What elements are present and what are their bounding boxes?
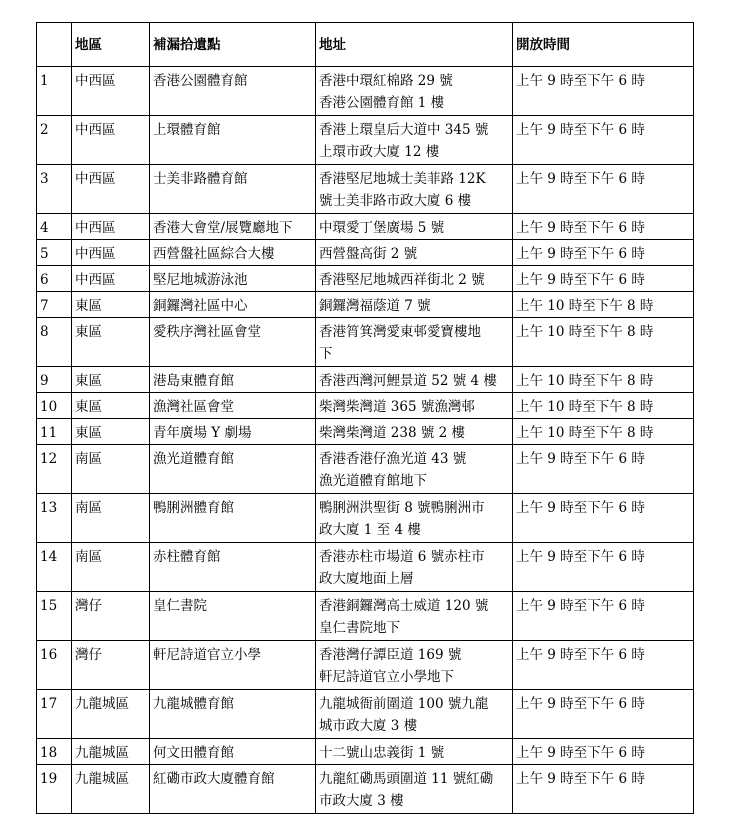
row-district-text: 中西區 bbox=[75, 171, 116, 187]
header-venue: 補漏拾遺點 bbox=[150, 23, 316, 67]
table-row bbox=[37, 739, 694, 765]
table-row bbox=[37, 318, 694, 367]
table-row bbox=[37, 445, 694, 494]
address-line: 香港上環皇后大道中 345 號 bbox=[319, 122, 489, 138]
row-hours bbox=[513, 165, 694, 214]
row-hours-text: 上午 10 時至下午 8 時 bbox=[516, 399, 654, 415]
row-district-text: 南區 bbox=[75, 549, 102, 565]
row-hours bbox=[513, 67, 694, 116]
row-venue bbox=[150, 318, 316, 367]
row-number bbox=[37, 318, 72, 367]
address-line: 香港筲箕灣愛東邨愛寶樓地 bbox=[319, 324, 481, 340]
address-line: 香港香港仔漁光道 43 號 bbox=[319, 451, 467, 467]
row-address bbox=[316, 67, 513, 116]
table-row bbox=[37, 765, 694, 814]
address-line: 九龍城衙前圍道 100 號九龍 bbox=[319, 696, 489, 712]
row-hours-text: 上午 9 時至下午 6 時 bbox=[516, 647, 645, 663]
address-line: 香港西灣河鯉景道 52 號 4 樓 bbox=[319, 373, 497, 389]
table-row bbox=[37, 67, 694, 116]
row-number bbox=[37, 739, 72, 765]
row-address bbox=[316, 165, 513, 214]
row-address bbox=[316, 266, 513, 292]
row-number-text: 7 bbox=[40, 298, 49, 314]
table-row bbox=[37, 367, 694, 393]
row-district-text: 中西區 bbox=[75, 220, 116, 236]
row-district-text: 灣仔 bbox=[75, 598, 102, 614]
row-venue-text: 香港大會堂/展覽廳地下 bbox=[153, 220, 293, 236]
row-hours bbox=[513, 318, 694, 367]
row-number bbox=[37, 765, 72, 814]
address-line: 九龍紅磡馬頭圍道 11 號紅磡 bbox=[319, 771, 494, 787]
row-venue-text: 皇仁書院 bbox=[153, 598, 207, 614]
row-address bbox=[316, 116, 513, 165]
address-line: 香港赤柱市場道 6 號赤柱市 bbox=[319, 549, 485, 565]
row-number-text: 14 bbox=[40, 549, 58, 565]
address-line: 十二號山忠義街 1 號 bbox=[319, 745, 445, 761]
row-address bbox=[316, 592, 513, 641]
row-district bbox=[72, 494, 150, 543]
row-district-text: 九龍城區 bbox=[75, 745, 129, 761]
row-address bbox=[316, 318, 513, 367]
row-hours-text: 上午 9 時至下午 6 時 bbox=[516, 171, 645, 187]
row-district-text: 東區 bbox=[75, 425, 102, 441]
row-number-text: 2 bbox=[40, 122, 49, 138]
row-district-text: 中西區 bbox=[75, 73, 116, 89]
row-district bbox=[72, 739, 150, 765]
table-row bbox=[37, 419, 694, 445]
address-line: 香港堅尼地城西祥街北 2 號 bbox=[319, 272, 485, 288]
header-row bbox=[37, 23, 694, 67]
address-line: 皇仁書院地下 bbox=[319, 620, 400, 636]
row-venue-text: 漁灣社區會堂 bbox=[153, 399, 234, 415]
row-venue bbox=[150, 292, 316, 318]
address-line: 柴灣柴灣道 365 號漁灣邨 bbox=[319, 399, 475, 415]
row-venue-text: 上環體育館 bbox=[153, 122, 221, 138]
row-number-text: 5 bbox=[40, 246, 49, 262]
row-hours bbox=[513, 445, 694, 494]
table-row bbox=[37, 292, 694, 318]
address-line: 西營盤高街 2 號 bbox=[319, 246, 418, 262]
row-number bbox=[37, 445, 72, 494]
row-number-text: 11 bbox=[40, 425, 58, 441]
row-district-text: 中西區 bbox=[75, 272, 116, 288]
row-hours-text: 上午 9 時至下午 6 時 bbox=[516, 246, 645, 262]
table-row bbox=[37, 592, 694, 641]
row-venue bbox=[150, 67, 316, 116]
row-district-text: 中西區 bbox=[75, 122, 116, 138]
row-number-text: 17 bbox=[40, 696, 58, 712]
row-hours bbox=[513, 116, 694, 165]
row-number bbox=[37, 393, 72, 419]
row-address bbox=[316, 641, 513, 690]
address-line: 香港銅鑼灣高士威道 120 號 bbox=[319, 598, 489, 614]
row-district bbox=[72, 240, 150, 266]
row-district bbox=[72, 690, 150, 739]
row-hours bbox=[513, 592, 694, 641]
row-venue-text: 軒尼詩道官立小學 bbox=[153, 647, 261, 663]
row-address bbox=[316, 445, 513, 494]
address-line: 漁光道體育館地下 bbox=[319, 473, 427, 489]
row-address bbox=[316, 393, 513, 419]
row-number bbox=[37, 292, 72, 318]
table-row bbox=[37, 393, 694, 419]
address-line: 政大廈地面上層 bbox=[319, 571, 414, 587]
row-venue bbox=[150, 445, 316, 494]
row-hours-text: 上午 9 時至下午 6 時 bbox=[516, 696, 645, 712]
row-address bbox=[316, 543, 513, 592]
row-venue-text: 士美非路體育館 bbox=[153, 171, 248, 187]
row-venue bbox=[150, 543, 316, 592]
row-venue bbox=[150, 393, 316, 419]
table-row bbox=[37, 690, 694, 739]
row-venue-text: 紅磡市政大廈體育館 bbox=[153, 771, 275, 787]
row-address bbox=[316, 690, 513, 739]
address-line: 鴨脷洲洪聖街 8 號鴨脷洲市 bbox=[319, 500, 485, 516]
row-hours bbox=[513, 367, 694, 393]
row-hours-text: 上午 9 時至下午 6 時 bbox=[516, 220, 645, 236]
row-venue bbox=[150, 690, 316, 739]
row-district bbox=[72, 419, 150, 445]
row-hours bbox=[513, 494, 694, 543]
row-district-text: 南區 bbox=[75, 451, 102, 467]
row-venue-text: 何文田體育館 bbox=[153, 745, 234, 761]
row-address bbox=[316, 419, 513, 445]
row-district bbox=[72, 318, 150, 367]
row-venue-text: 漁光道體育館 bbox=[153, 451, 234, 467]
address-line: 軒尼詩道官立小學地下 bbox=[319, 669, 454, 685]
row-district-text: 九龍城區 bbox=[75, 696, 129, 712]
row-venue-text: 西營盤社區綜合大樓 bbox=[153, 246, 275, 262]
row-hours-text: 上午 10 時至下午 8 時 bbox=[516, 373, 654, 389]
row-district-text: 東區 bbox=[75, 298, 102, 314]
row-hours bbox=[513, 641, 694, 690]
row-hours-text: 上午 10 時至下午 8 時 bbox=[516, 298, 654, 314]
row-venue bbox=[150, 165, 316, 214]
row-district-text: 南區 bbox=[75, 500, 102, 516]
table-body bbox=[37, 67, 694, 814]
row-address bbox=[316, 739, 513, 765]
row-district bbox=[72, 67, 150, 116]
row-district bbox=[72, 292, 150, 318]
row-hours-text: 上午 9 時至下午 6 時 bbox=[516, 272, 645, 288]
row-address bbox=[316, 765, 513, 814]
row-venue-text: 青年廣場 Y 劇場 bbox=[153, 425, 252, 441]
row-venue-text: 愛秩序灣社區會堂 bbox=[153, 324, 261, 340]
row-venue-text: 赤柱體育館 bbox=[153, 549, 221, 565]
row-hours-text: 上午 9 時至下午 6 時 bbox=[516, 771, 645, 787]
row-hours-text: 上午 10 時至下午 8 時 bbox=[516, 324, 654, 340]
row-district bbox=[72, 543, 150, 592]
row-hours bbox=[513, 240, 694, 266]
address-line: 城市政大廈 3 樓 bbox=[319, 718, 418, 734]
row-venue bbox=[150, 116, 316, 165]
address-line: 香港公園體育館 1 樓 bbox=[319, 95, 445, 111]
row-address bbox=[316, 292, 513, 318]
row-number bbox=[37, 116, 72, 165]
row-district bbox=[72, 445, 150, 494]
row-venue bbox=[150, 494, 316, 543]
row-hours bbox=[513, 393, 694, 419]
address-line: 香港中環紅棉路 29 號 bbox=[319, 73, 453, 89]
row-district bbox=[72, 765, 150, 814]
address-line: 中環愛丁堡廣場 5 號 bbox=[319, 220, 445, 236]
row-district bbox=[72, 165, 150, 214]
row-number-text: 6 bbox=[40, 272, 49, 288]
row-number bbox=[37, 165, 72, 214]
address-line: 香港灣仔譚臣道 169 號 bbox=[319, 647, 462, 663]
row-venue-text: 九龍城體育館 bbox=[153, 696, 234, 712]
row-number-text: 19 bbox=[40, 771, 58, 787]
row-district-text: 東區 bbox=[75, 373, 102, 389]
row-hours bbox=[513, 419, 694, 445]
row-district bbox=[72, 266, 150, 292]
row-venue-text: 香港公園體育館 bbox=[153, 73, 248, 89]
row-venue bbox=[150, 266, 316, 292]
row-venue bbox=[150, 641, 316, 690]
header-no bbox=[37, 23, 72, 67]
row-number-text: 8 bbox=[40, 324, 49, 340]
address-line: 銅鑼灣福蔭道 7 號 bbox=[319, 298, 431, 314]
address-line: 政大廈 1 至 4 樓 bbox=[319, 522, 421, 538]
header-address: 地址 bbox=[316, 23, 513, 67]
address-line: 號士美非路市政大廈 6 樓 bbox=[319, 193, 472, 209]
row-address bbox=[316, 214, 513, 240]
row-hours-text: 上午 9 時至下午 6 時 bbox=[516, 598, 645, 614]
row-hours-text: 上午 9 時至下午 6 時 bbox=[516, 73, 645, 89]
row-venue bbox=[150, 240, 316, 266]
row-number bbox=[37, 67, 72, 116]
row-address bbox=[316, 240, 513, 266]
table-row bbox=[37, 494, 694, 543]
row-district-text: 灣仔 bbox=[75, 647, 102, 663]
address-line: 市政大廈 3 樓 bbox=[319, 793, 404, 809]
row-venue bbox=[150, 592, 316, 641]
row-district bbox=[72, 592, 150, 641]
row-number bbox=[37, 367, 72, 393]
row-number bbox=[37, 240, 72, 266]
row-address bbox=[316, 494, 513, 543]
row-hours bbox=[513, 739, 694, 765]
row-number bbox=[37, 214, 72, 240]
row-number bbox=[37, 419, 72, 445]
row-number-text: 3 bbox=[40, 171, 49, 187]
row-number-text: 4 bbox=[40, 220, 49, 236]
row-hours bbox=[513, 292, 694, 318]
row-number-text: 1 bbox=[40, 73, 49, 89]
row-hours bbox=[513, 543, 694, 592]
row-hours bbox=[513, 214, 694, 240]
row-district-text: 九龍城區 bbox=[75, 771, 129, 787]
row-hours-text: 上午 9 時至下午 6 時 bbox=[516, 745, 645, 761]
row-number bbox=[37, 543, 72, 592]
row-hours bbox=[513, 266, 694, 292]
row-hours-text: 上午 10 時至下午 8 時 bbox=[516, 425, 654, 441]
table-row bbox=[37, 240, 694, 266]
row-number-text: 13 bbox=[40, 500, 58, 516]
table-row bbox=[37, 641, 694, 690]
row-number-text: 18 bbox=[40, 745, 58, 761]
row-district bbox=[72, 367, 150, 393]
row-number bbox=[37, 494, 72, 543]
row-district bbox=[72, 393, 150, 419]
table-row bbox=[37, 116, 694, 165]
address-line: 上環市政大廈 12 樓 bbox=[319, 144, 440, 160]
row-number-text: 10 bbox=[40, 399, 58, 415]
address-line: 柴灣柴灣道 238 號 2 樓 bbox=[319, 425, 466, 441]
row-number bbox=[37, 266, 72, 292]
row-number bbox=[37, 592, 72, 641]
row-address bbox=[316, 367, 513, 393]
row-district-text: 東區 bbox=[75, 399, 102, 415]
table-row bbox=[37, 543, 694, 592]
row-number-text: 12 bbox=[40, 451, 58, 467]
row-venue bbox=[150, 765, 316, 814]
row-district-text: 中西區 bbox=[75, 246, 116, 262]
row-venue bbox=[150, 367, 316, 393]
row-venue bbox=[150, 739, 316, 765]
row-hours-text: 上午 9 時至下午 6 時 bbox=[516, 451, 645, 467]
row-hours bbox=[513, 765, 694, 814]
row-district bbox=[72, 214, 150, 240]
row-district bbox=[72, 641, 150, 690]
table-row bbox=[37, 266, 694, 292]
row-venue bbox=[150, 214, 316, 240]
table-row bbox=[37, 214, 694, 240]
row-hours bbox=[513, 690, 694, 739]
row-number bbox=[37, 641, 72, 690]
address-line: 下 bbox=[319, 346, 333, 362]
row-number-text: 9 bbox=[40, 373, 49, 389]
row-venue-text: 堅尼地城游泳池 bbox=[153, 272, 248, 288]
header-hours: 開放時間 bbox=[513, 23, 694, 67]
table-row bbox=[37, 165, 694, 214]
row-hours-text: 上午 9 時至下午 6 時 bbox=[516, 549, 645, 565]
row-district bbox=[72, 116, 150, 165]
address-line: 香港堅尼地城士美菲路 12K bbox=[319, 171, 486, 187]
header-district: 地區 bbox=[72, 23, 150, 67]
row-venue bbox=[150, 419, 316, 445]
row-district-text: 東區 bbox=[75, 324, 102, 340]
row-number-text: 15 bbox=[40, 598, 58, 614]
row-hours-text: 上午 9 時至下午 6 時 bbox=[516, 122, 645, 138]
row-number-text: 16 bbox=[40, 647, 58, 663]
row-hours-text: 上午 9 時至下午 6 時 bbox=[516, 500, 645, 516]
collection-points-table bbox=[36, 22, 694, 814]
row-venue-text: 鴨脷洲體育館 bbox=[153, 500, 234, 516]
row-number bbox=[37, 690, 72, 739]
row-venue-text: 港島東體育館 bbox=[153, 373, 234, 389]
row-venue-text: 銅鑼灣社區中心 bbox=[153, 298, 248, 314]
